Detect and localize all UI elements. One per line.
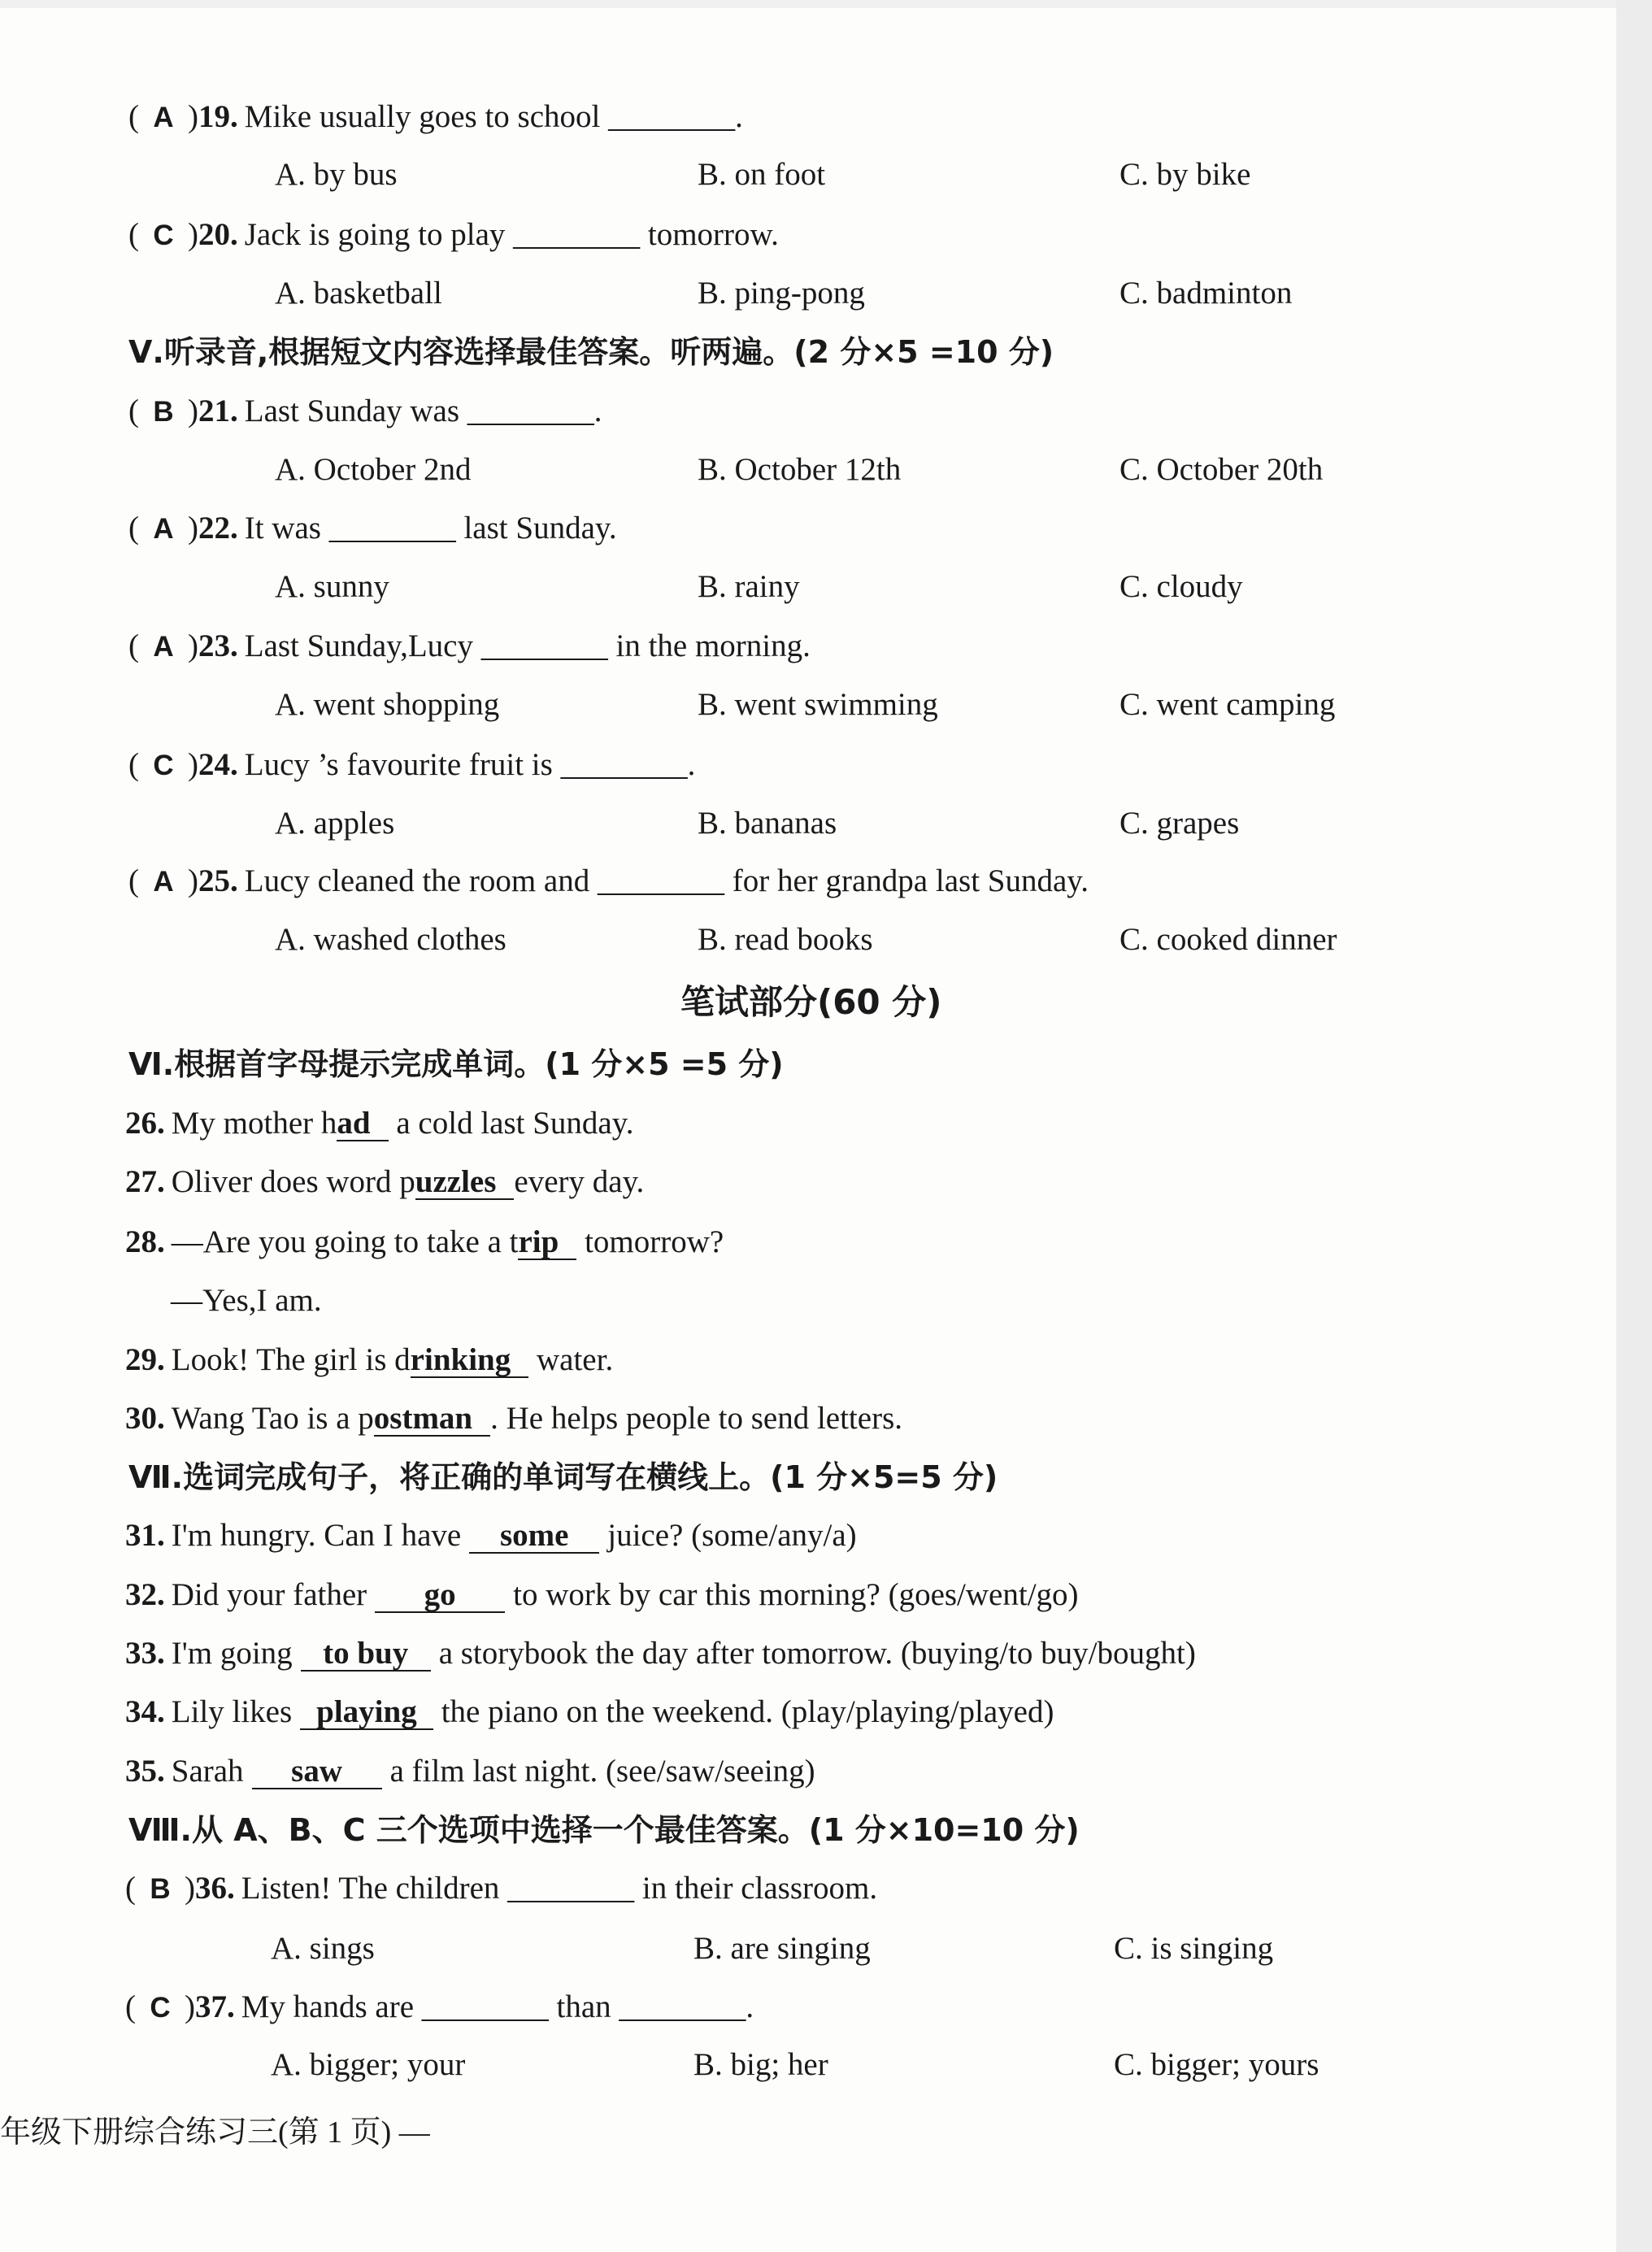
question-28-reply: —Yes,I am. (171, 1283, 322, 1318)
section-vii-title: Ⅶ.选词完成句子，将正确的单词写在横线上。(1 分×5=5 分) (128, 1459, 998, 1495)
question-number: 25. (198, 863, 238, 898)
question-21: ( B )21. Last Sunday was ________. (128, 392, 602, 431)
option-c: C. cooked dinner (1119, 922, 1337, 957)
filled-answer: some (469, 1519, 599, 1554)
section-vi-title: Ⅵ.根据首字母提示完成单词。(1 分×5 =5 分) (128, 1046, 784, 1082)
question-number: 21. (198, 393, 238, 428)
page-top-edge (0, 0, 1652, 8)
question-number: 37. (195, 1989, 235, 2024)
filled-answer: ad (337, 1107, 388, 1141)
question-28 (125, 1223, 724, 1262)
option-c: C. is singing (1114, 1931, 1274, 1966)
section-v-title: Ⅴ.听录音,根据短文内容选择最佳答案。听两遍。(2 分×5 =10 分) (128, 334, 1054, 370)
option-b: B. are singing (693, 1931, 871, 1966)
question-32 (125, 1576, 1079, 1615)
question-33 (125, 1634, 1196, 1673)
stem-after: the piano on the weekend. (play/playing/played) (441, 1694, 1054, 1729)
option-c: C. went camping (1119, 687, 1336, 722)
stem-after: a film last night. (see/saw/seeing) (389, 1754, 815, 1789)
option-b: B. bananas (698, 806, 837, 841)
stem-before: I'm going (171, 1636, 293, 1671)
question-stem: My hands are ________ than ________. (241, 1989, 754, 2024)
option-a: A. bigger; your (271, 2047, 466, 2082)
written-part-title: 笔试部分(60 分) (680, 982, 942, 1022)
page-right-edge (1616, 0, 1652, 2252)
question-35 (125, 1752, 815, 1791)
question-number: 24. (198, 747, 238, 782)
options-22 (0, 567, 1652, 606)
answer-letter: A (153, 631, 174, 663)
option-a: A. October 2nd (275, 452, 472, 487)
option-c: C. by bike (1119, 157, 1251, 192)
question-number: 35. (125, 1754, 165, 1789)
stem-after: water. (528, 1342, 614, 1377)
stem-before: Wang Tao is a p (171, 1401, 374, 1436)
option-b: B. ping-pong (698, 276, 865, 311)
stem-before: Sarah (171, 1754, 244, 1789)
stem-before: I'm hungry. Can I have (171, 1518, 462, 1553)
options-24 (0, 804, 1652, 843)
options-21 (0, 450, 1652, 489)
question-31 (125, 1516, 857, 1555)
filled-answer: rip (518, 1226, 576, 1260)
stem-after: tomorrow? (576, 1224, 724, 1259)
question-number: 23. (198, 628, 238, 663)
option-b: B. read books (698, 922, 873, 957)
question-37: ( C )37. My hands are ________ than ________. (125, 1988, 754, 2027)
question-number: 33. (125, 1636, 165, 1671)
question-number: 31. (125, 1518, 165, 1553)
answer-letter: A (153, 866, 174, 898)
question-number: 28. (125, 1224, 165, 1259)
stem-before: Lily likes (171, 1694, 293, 1729)
question-stem: Lucy cleaned the room and ________ for her grandpa last Sunday. (244, 863, 1089, 898)
answer-letter: B (150, 1873, 171, 1905)
option-a: A. sunny (275, 569, 389, 604)
options-37 (0, 2045, 1652, 2085)
question-stem: Last Sunday,Lucy ________ in the morning. (244, 628, 811, 663)
filled-answer: ostman (374, 1402, 490, 1437)
stem-after: a cold last Sunday. (388, 1106, 634, 1141)
option-b: B. went swimming (698, 687, 938, 722)
question-number: 34. (125, 1694, 165, 1729)
question-stem: Lucy ’s favourite fruit is ________. (244, 747, 696, 782)
question-24: ( C )24. Lucy ’s favourite fruit is ________. (128, 746, 695, 785)
stem-after: a storybook the day after tomorrow. (buying/to buy/bought) (438, 1636, 1196, 1671)
options-23 (0, 685, 1652, 724)
filled-answer: saw (252, 1755, 382, 1789)
option-a: A. apples (275, 806, 395, 841)
options-20 (0, 274, 1652, 313)
answer-letter: C (150, 1992, 171, 2024)
question-27 (125, 1163, 644, 1202)
question-stem: It was ________ last Sunday. (244, 511, 617, 546)
answer-letter: A (153, 513, 174, 545)
question-stem: Mike usually goes to school ________. (244, 99, 743, 134)
question-number: 19. (198, 99, 238, 134)
option-c: C. October 20th (1119, 452, 1324, 487)
answer-letter: A (153, 102, 174, 133)
options-19 (0, 155, 1652, 194)
page-footer: 年级下册综合练习三(第 1 页) — (0, 2115, 430, 2150)
stem-after: every day. (514, 1164, 645, 1199)
filled-answer: go (375, 1579, 505, 1613)
options-36 (0, 1929, 1652, 1968)
question-36: ( B )36. Listen! The children ________ in their classroom. (125, 1869, 877, 1908)
options-25 (0, 920, 1652, 959)
option-c: C. badminton (1119, 276, 1293, 311)
question-stem: Last Sunday was ________. (244, 393, 602, 428)
question-stem: Listen! The children ________ in their classroom. (241, 1871, 878, 1906)
question-29 (125, 1341, 613, 1380)
question-26 (125, 1104, 633, 1143)
question-23: ( A )23. Last Sunday,Lucy ________ in the morning. (128, 627, 811, 666)
filled-answer: to buy (301, 1637, 431, 1672)
stem-before: Oliver does word p (171, 1164, 415, 1199)
question-20: ( C )20. Jack is going to play ________ tomorrow. (128, 215, 779, 254)
stem-after: . He helps people to send letters. (490, 1401, 902, 1436)
option-c: C. cloudy (1119, 569, 1243, 604)
answer-letter: C (153, 220, 174, 251)
question-number: 36. (195, 1871, 235, 1906)
question-22: ( A )22. It was ________ last Sunday. (128, 509, 617, 548)
question-number: 32. (125, 1577, 165, 1612)
question-number: 30. (125, 1401, 165, 1436)
question-number: 29. (125, 1342, 165, 1377)
option-b: B. on foot (698, 157, 826, 192)
question-19: ( A )19. Mike usually goes to school ________. (128, 98, 743, 137)
filled-answer: playing (300, 1696, 433, 1730)
question-number: 22. (198, 511, 238, 546)
question-30 (125, 1399, 902, 1438)
question-number: 27. (125, 1164, 165, 1199)
question-34 (125, 1693, 1054, 1732)
option-a: A. washed clothes (275, 922, 506, 957)
question-25: ( A )25. Lucy cleaned the room and ________ for her grandpa last Sunday. (128, 862, 1089, 901)
option-a: A. by bus (275, 157, 398, 192)
answer-letter: C (153, 750, 174, 781)
stem-after: juice? (some/any/a) (607, 1518, 857, 1553)
option-a: A. went shopping (275, 687, 500, 722)
question-number: 26. (125, 1106, 165, 1141)
question-number: 20. (198, 217, 238, 252)
option-b: B. big; her (693, 2047, 828, 2082)
answer-letter: B (153, 396, 174, 428)
section-viii-title: Ⅷ.从 A、B、C 三个选项中选择一个最佳答案。(1 分×10=10 分) (128, 1812, 1080, 1848)
filled-answer: uzzles (415, 1166, 515, 1200)
stem-before: My mother h (171, 1106, 337, 1141)
stem-before: Look! The girl is d (171, 1342, 411, 1377)
filled-answer: rinking (411, 1344, 529, 1378)
stem-before: Did your father (171, 1577, 367, 1612)
option-c: C. bigger; yours (1114, 2047, 1319, 2082)
stem-after: to work by car this morning? (goes/went/go) (513, 1577, 1079, 1612)
option-a: A. sings (271, 1931, 375, 1966)
option-b: B. rainy (698, 569, 800, 604)
stem-before: —Are you going to take a t (171, 1224, 519, 1259)
option-c: C. grapes (1119, 806, 1240, 841)
option-b: B. October 12th (698, 452, 902, 487)
question-stem: Jack is going to play ________ tomorrow. (244, 217, 779, 252)
option-a: A. basketball (275, 276, 442, 311)
